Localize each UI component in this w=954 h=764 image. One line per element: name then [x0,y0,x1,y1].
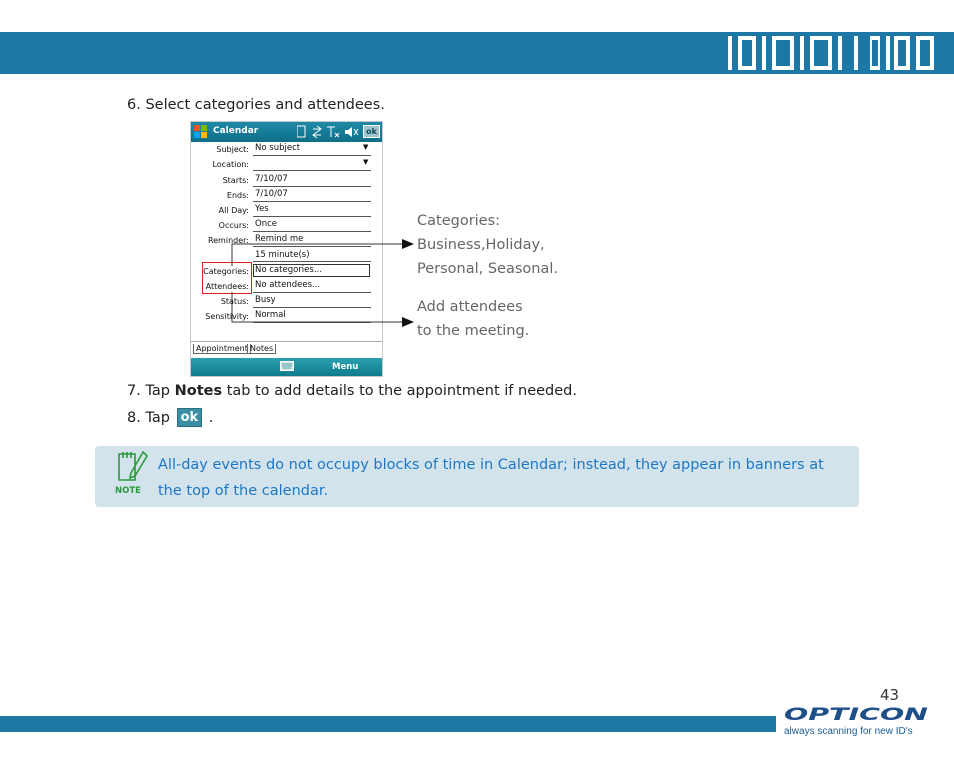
step-8-text [127,409,213,428]
note-text: All-day events do not occupy blocks of time in Calendar; instead, they appear in banners at the top of the calendar. [158,457,824,499]
footer-band [0,716,776,732]
barcode-logo [728,36,934,70]
windows-start-icon [194,125,208,139]
allday-value[interactable]: Yes [255,204,269,214]
note-icon-label: NOTE [115,486,141,496]
tab-appointment[interactable]: Appointment [193,344,251,354]
attendees-underline [253,292,371,293]
menu-softkey[interactable]: Menu [332,362,359,372]
subject-dropdown-icon[interactable]: ▼ [363,143,369,151]
subject-value[interactable]: No subject [255,143,301,153]
step-6-text: 6. Select categories and attendees. [127,97,385,113]
ends-underline [253,201,371,202]
ok-badge: ok [177,408,203,427]
step-7-text [127,383,577,399]
sensitivity-label: Sensitivity: [205,312,249,321]
starts-underline [253,186,371,187]
allday-underline [253,216,371,217]
note-pencil-icon [113,448,149,496]
tab-notes[interactable]: Notes [247,344,276,354]
location-dropdown-icon[interactable]: ▼ [363,158,369,166]
categories-attendees-highlight [202,262,252,294]
opticon-logo [784,704,930,724]
occurs-label: Occurs: [218,221,249,230]
status-icons [297,125,359,139]
reminder-label: Reminder: [207,236,249,245]
categories-callout-line-3: Personal, Seasonal. [417,261,559,277]
ends-label: Ends: [226,191,249,200]
step-7-notes: Notes [174,383,223,399]
title-bar [191,122,382,142]
reminder-time-value[interactable]: 15 minute(s) [255,250,310,260]
reminder-time-underline [253,261,371,262]
attendees-callout [417,295,529,343]
step-8-prefix: 8. Tap [127,410,175,426]
occurs-value[interactable]: Once [255,219,277,229]
step-7-suffix: tab to add details to the appointment if needed. [222,383,577,399]
categories-callout [417,209,558,281]
keyboard-icon[interactable] [280,361,294,371]
ok-button[interactable]: ok [363,125,380,138]
attendees-callout-line-1: Add attendees [417,299,523,315]
sensitivity-underline [253,322,371,323]
subject-label: Subject: [216,145,249,154]
sensitivity-value[interactable]: Normal [255,310,286,320]
status-value[interactable]: Busy [255,295,276,305]
categories-label: Categories: [203,267,249,276]
allday-label: All Day: [218,206,249,215]
step-7-prefix: 7. Tap [127,383,175,399]
status-label: Status: [220,297,249,306]
starts-value[interactable]: 7/10/07 [255,174,288,184]
opticon-logo-text: OPTICON [784,705,928,724]
attendees-callout-line-2: to the meeting. [417,323,530,339]
app-title: Calendar [213,126,259,136]
tagline: always scanning for new ID's [784,726,913,737]
page-number: 43 [880,686,900,704]
subject-underline [253,155,371,156]
reminder-underline [253,246,371,247]
calendar-screenshot [190,121,383,377]
step-8-suffix: . [204,410,214,426]
status-underline [253,307,371,308]
attendees-label: Attendees: [205,282,249,291]
categories-callout-line-2: Business,Holiday, [417,237,545,253]
occurs-underline [253,231,371,232]
reminder-value[interactable]: Remind me [255,234,304,244]
location-underline [253,170,371,171]
attendees-value[interactable]: No attendees... [255,280,321,290]
categories-callout-line-1: Categories: [417,213,501,229]
categories-value[interactable]: No categories... [255,265,322,275]
ends-value[interactable]: 7/10/07 [255,189,288,199]
starts-label: Starts: [222,176,249,185]
location-label: Location: [212,160,249,169]
